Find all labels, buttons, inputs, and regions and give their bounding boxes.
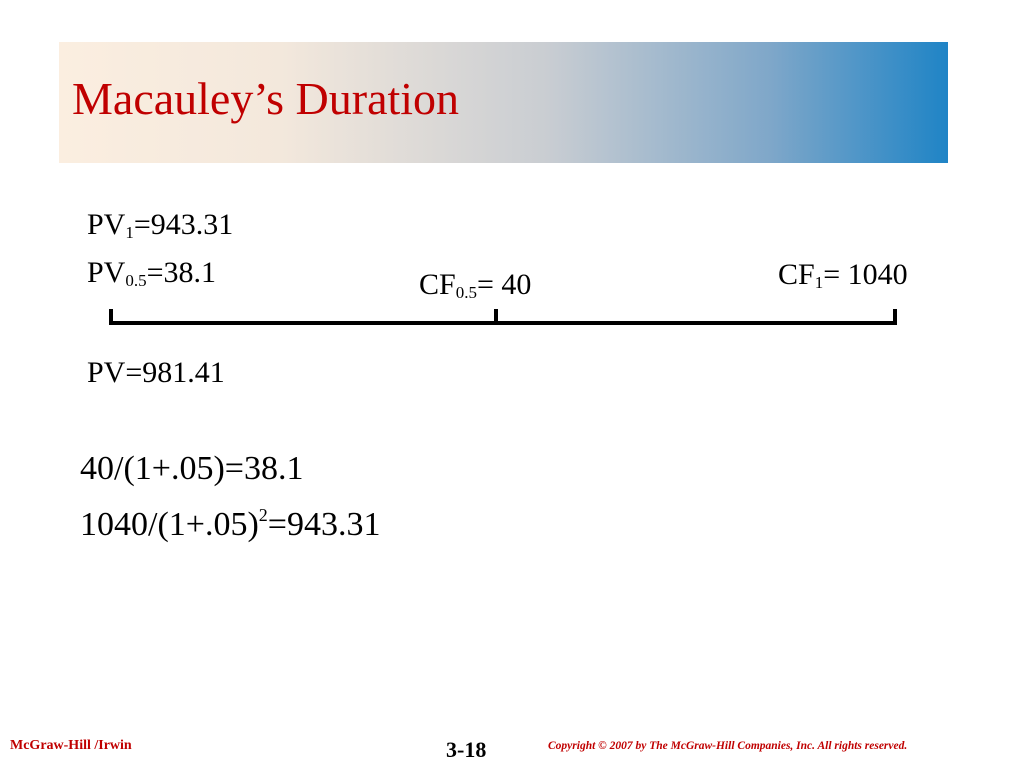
cf05-label (419, 270, 531, 300)
pv1-label (87, 210, 233, 240)
calc2-post: =943.31 (267, 506, 381, 543)
cf1-value: = 1040 (823, 258, 908, 291)
cf1-subscript: 1 (814, 273, 824, 292)
copyright-notice: Copyright © 2007 by The McGraw-Hill Companies, Inc. All rights reserved. (548, 740, 908, 752)
page-number: 3-18 (446, 737, 487, 762)
pv05-value: =38.1 (146, 256, 217, 289)
pv1-value: =943.31 (133, 208, 234, 241)
cf05-value: = 40 (476, 268, 532, 301)
pv1-subscript: 1 (125, 223, 134, 242)
calc2-exponent: 2 (258, 505, 268, 525)
publisher-label: McGraw-Hill /Irwin (10, 738, 132, 753)
slide-title: Macauley’s Duration (72, 73, 460, 124)
pv1-main: PV (87, 208, 126, 241)
cf05-subscript: 0.5 (455, 283, 477, 302)
pv05-subscript: 0.5 (125, 271, 147, 290)
pv05-main: PV (87, 256, 126, 289)
pv05-label (87, 258, 216, 288)
cf05-main: CF (419, 268, 456, 301)
cf1-main: CF (778, 258, 815, 291)
pv-total-label: PV=981.41 (87, 356, 225, 389)
calc2-pre: 1040/(1+.05) (80, 506, 259, 543)
cf1-label (778, 260, 908, 290)
calc-line-1: 40/(1+.05)=38.1 (80, 450, 304, 487)
calc-line-2 (80, 505, 381, 543)
